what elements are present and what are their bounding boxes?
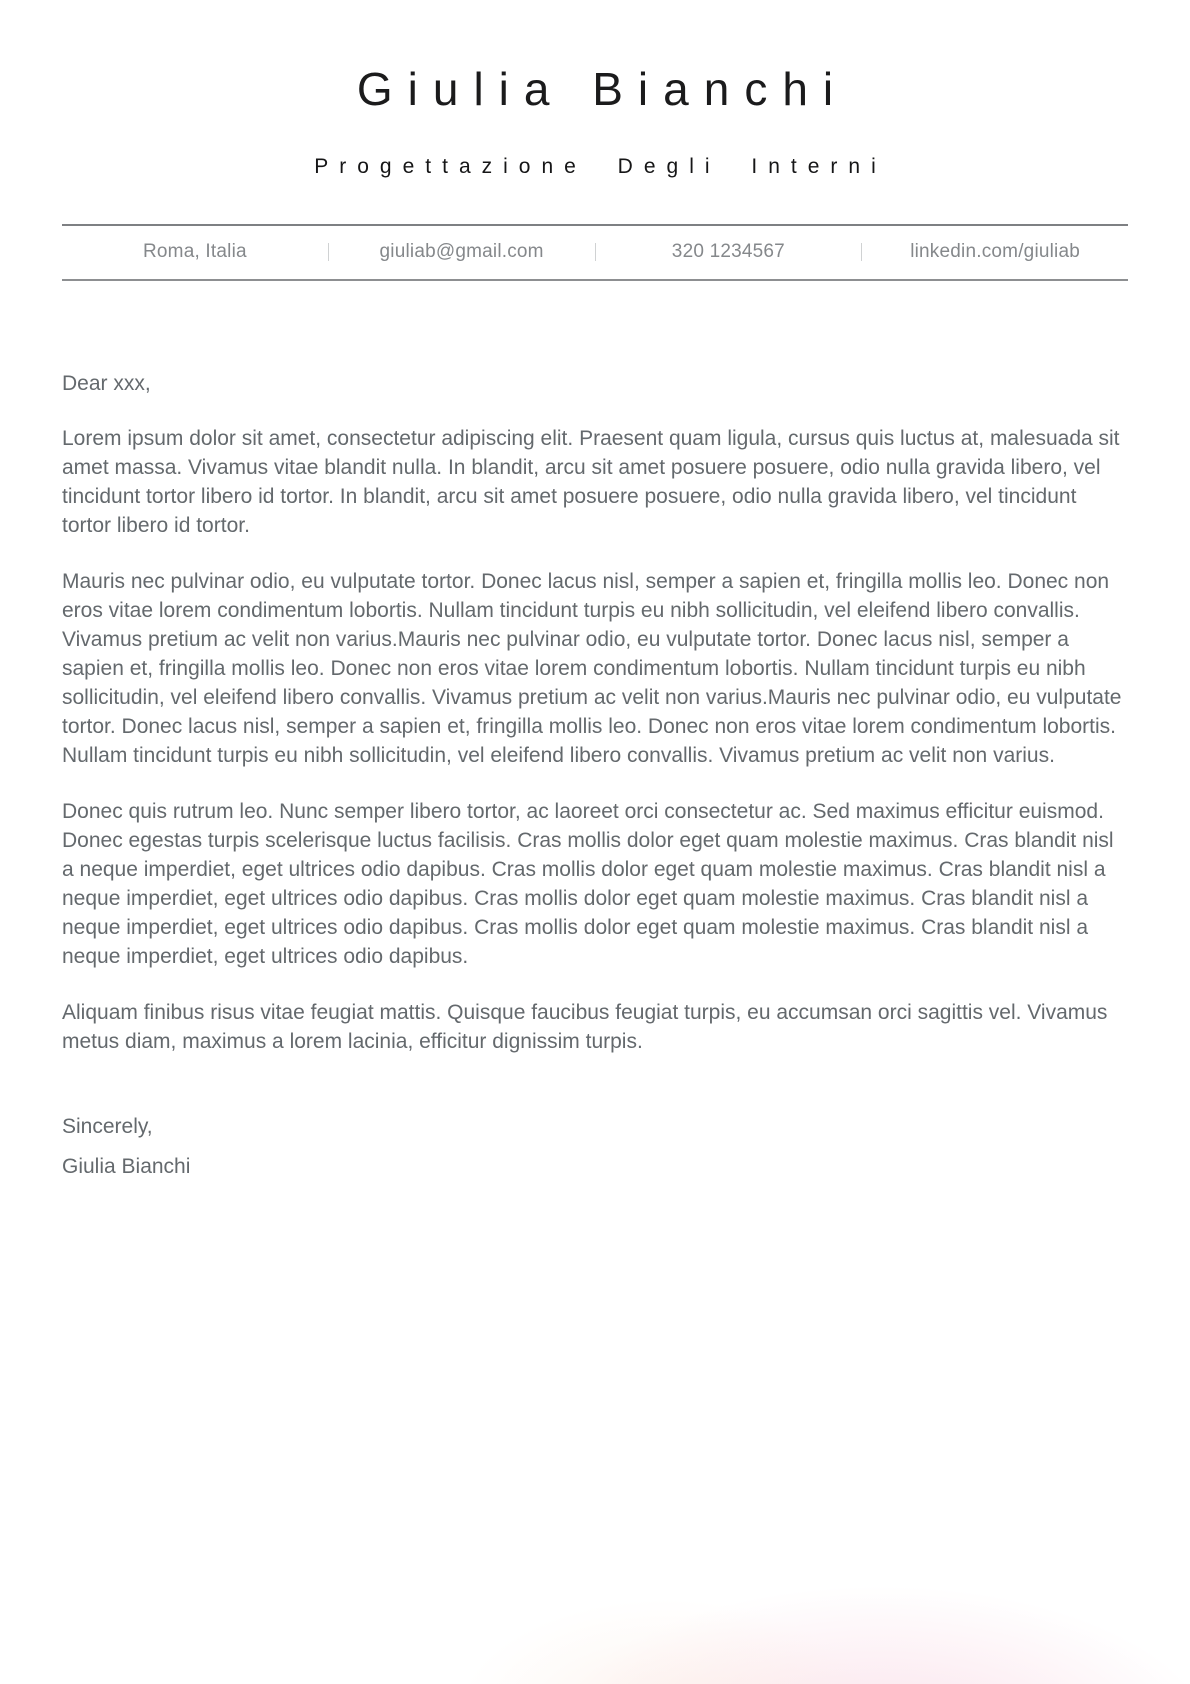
contact-location: Roma, Italia: [142, 240, 247, 262]
salutation: Dear xxx,: [62, 371, 151, 395]
contact-phone: 320 1234567: [671, 240, 785, 262]
body-paragraph: Aliquam finibus risus vitae feugiat mattis. Quisque faucibus feugiat turpis, eu accumsan orci sagittis vel. Vivamus metus diam, maximus a lorem lacinia, efficitur dignissim turpis.: [62, 1000, 1108, 1053]
body-paragraph: Lorem ipsum dolor sit amet, consectetur adipiscing elit. Praesent quam ligula, cursus quis luctus at, malesuada sit amet massa. Vivamus vitae blandit nulla. In blandit, arcu sit amet posuere posuere, odio nulla gravida libero, vel tincidunt tortor libero id tortor. In blandit, arcu sit amet posuere posuere, odio nulla gravida libero, vel tincidunt tortor libero id tortor.: [62, 426, 1120, 537]
person-name: Giulia Bianchi: [356, 63, 849, 115]
letter-header: [0, 0, 1190, 179]
person-title: Progettazione Degli Interni: [314, 154, 887, 178]
contact-row: [62, 226, 1128, 279]
contact-email: giuliab@gmail.com: [379, 240, 544, 262]
body-paragraph: Mauris nec pulvinar odio, eu vulputate tortor. Donec lacus nisl, semper a sapien et, fringilla mollis leo. Donec non eros vitae lorem condimentum lobortis. Nullam tincidunt turpis eu nibh sollicitudin, vel eleifend libero convallis. Vivamus pretium ac velit non varius.Mauris nec pulvinar odio, eu vulputate tortor. Donec lacus nisl, semper a sapien et, fringilla mollis leo. Donec non eros vitae lorem condimentum lobortis. Nullam tincidunt turpis eu nibh sollicitudin, vel eleifend libero convallis. Vivamus pretium ac velit non varius.Mauris nec pulvinar odio, eu vulputate tortor. Donec lacus nisl, semper a sapien et, fringilla mollis leo. Donec non eros vitae lorem condimentum lobortis. Nullam tincidunt turpis eu nibh sollicitudin, vel eleifend libero convallis. Vivamus pretium ac velit non varius.: [62, 569, 1122, 767]
letter-body: [0, 369, 1190, 1181]
closing: Sincerely,: [62, 1114, 153, 1138]
body-paragraph: Donec quis rutrum leo. Nunc semper libero tortor, ac laoreet orci consectetur ac. Sed maximus efficitur euismod. Donec egestas turpis scelerisque luctus facilisis. Cras mollis dolor eget quam molestie maximus. Cras blandit nisl a neque imperdiet, eget ultrices odio dapibus. Cras mollis dolor eget quam molestie maximus. Cras blandit nisl a neque imperdiet, eget ultrices odio dapibus. Cras mollis dolor eget quam molestie maximus. Cras blandit nisl a neque imperdiet, eget ultrices odio dapibus. Cras mollis dolor eget quam molestie maximus. Cras blandit nisl a neque imperdiet, eget ultrices odio dapibus.: [62, 799, 1114, 968]
signature-name: Giulia Bianchi: [62, 1154, 191, 1178]
contact-bar: [62, 224, 1128, 281]
contact-linkedin: linkedin.com/giuliab: [910, 240, 1081, 262]
